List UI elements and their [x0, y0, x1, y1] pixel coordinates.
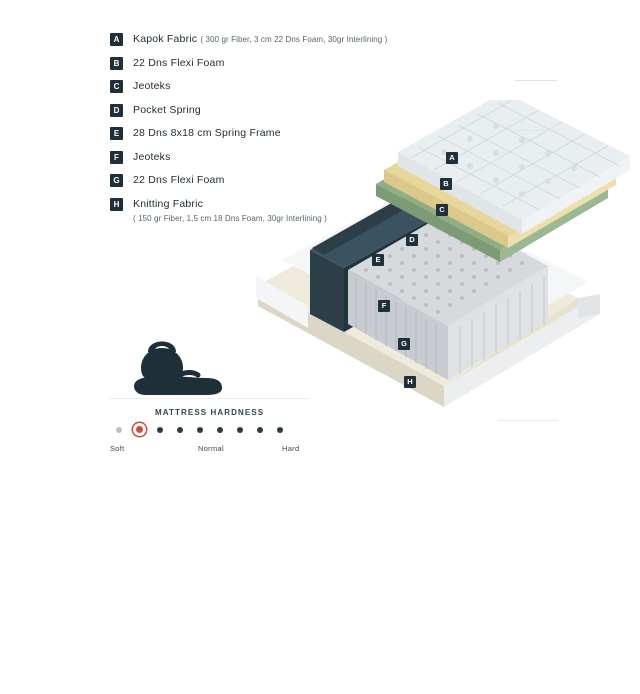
hardness-dot-4[interactable] [177, 427, 183, 433]
hardness-label-soft: Soft [110, 444, 125, 453]
decorative-rule-mid [515, 130, 557, 131]
callout-c: C [436, 204, 448, 216]
legend-label-b: 22 Dns Flexi Foam [133, 56, 225, 69]
hardness-label-hard: Hard [282, 444, 300, 453]
legend-label-d: Pocket Spring [133, 103, 201, 116]
list-item [110, 79, 430, 94]
mattress-cutaway-diagram [248, 100, 640, 430]
callout-b: B [440, 178, 452, 190]
hardness-dot-3[interactable] [157, 427, 163, 433]
list-item [110, 32, 430, 47]
legend-detail-h: ( 150 gr Fiber, 1,5 cm 18 Dns Foam, 30gr Interlining ) [133, 213, 327, 223]
callout-f: F [378, 300, 390, 312]
legend-label-g: 22 Dns Flexi Foam [133, 174, 225, 186]
legend-label-e: 28 Dns 8x18 cm Spring Frame [133, 127, 281, 139]
hardness-dot-7[interactable] [237, 427, 243, 433]
legend-badge-a: A [110, 33, 123, 46]
legend-badge-h: H [110, 198, 123, 211]
hardness-axis-labels [110, 444, 320, 456]
hardness-label-normal: Normal [198, 444, 224, 453]
legend-label-c: Jeoteks [133, 80, 171, 92]
legend-badge-g: G [110, 174, 123, 187]
mattress-illustration [248, 100, 640, 430]
kettlebell-icon [118, 330, 238, 396]
legend-badge-f: F [110, 151, 123, 164]
hardness-dot-1[interactable] [116, 427, 122, 433]
decorative-rule-bottom [498, 420, 558, 421]
hardness-title: MATTRESS HARDNESS [155, 408, 265, 417]
callout-h: H [404, 376, 416, 388]
legend-detail-a: ( 300 gr Fiber, 3 cm 22 Dns Foam, 30gr Interlining ) [200, 35, 388, 44]
legend-label-a [133, 32, 387, 47]
decorative-rule-top [515, 80, 557, 81]
legend-badge-c: C [110, 80, 123, 93]
legend-badge-e: E [110, 127, 123, 140]
legend-title-a: Kapok Fabric [133, 33, 198, 45]
legend-badge-d: D [110, 104, 123, 117]
callout-a: A [446, 152, 458, 164]
hardness-divider [110, 398, 310, 399]
callout-d: D [406, 234, 418, 246]
hardness-dot-6[interactable] [217, 427, 223, 433]
legend-title-h: Knitting Fabric [133, 197, 204, 210]
hardness-dot-2-selected[interactable] [136, 426, 143, 433]
legend-badge-b: B [110, 57, 123, 70]
hardness-dot-5[interactable] [197, 427, 203, 433]
callout-e: E [372, 254, 384, 266]
capacity-value: 280 [251, 678, 267, 688]
capacity-unit: kg [255, 688, 262, 694]
legend-label-f: Jeoteks [133, 150, 171, 163]
list-item [110, 56, 430, 71]
callout-g: G [398, 338, 410, 350]
